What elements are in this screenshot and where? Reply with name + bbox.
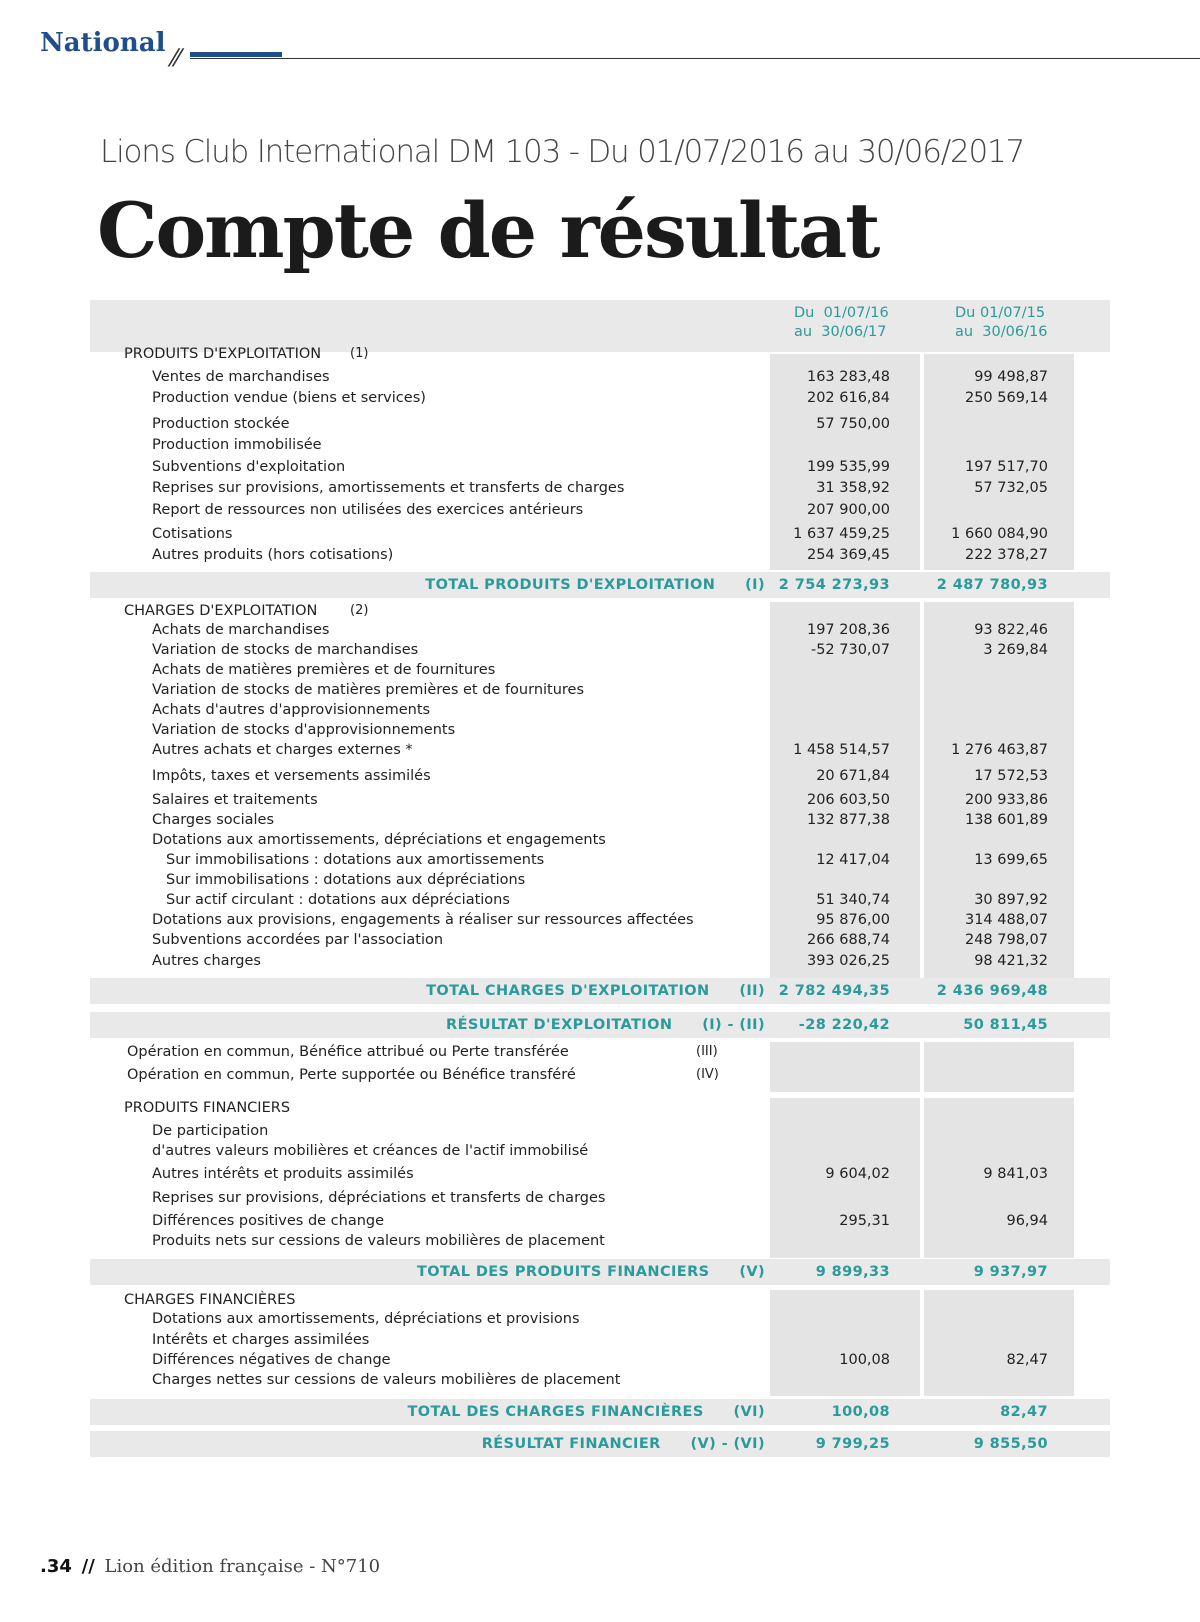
resultat-financier-label <box>482 1431 765 1457</box>
table-row <box>90 1164 1110 1184</box>
total-produits-exploitation-text: TOTAL PRODUITS D'EXPLOITATION <box>425 577 716 593</box>
resultat-exploitation-label <box>446 1012 765 1038</box>
row-label: Production stockée <box>152 416 290 432</box>
publication-name: Lion édition française - N°710 <box>104 1556 381 1577</box>
total-produits-exploitation-value-previous: 2 487 780,93 <box>936 577 1048 593</box>
row-label: Différences positives de change <box>152 1213 385 1229</box>
table-row <box>90 930 1110 950</box>
table-row <box>90 478 1110 498</box>
operation-label: Opération en commun, Perte supportée ou Bénéfice transféré <box>127 1067 576 1083</box>
row-label: De participation <box>152 1123 269 1139</box>
row-label: Subventions d'exploitation <box>152 459 346 475</box>
row-label: Produits nets sur cessions de valeurs mobilières de placement <box>152 1233 605 1249</box>
value-current: 51 340,74 <box>816 892 890 908</box>
row-label: Cotisations <box>152 526 233 542</box>
total-charges-financieres-label <box>407 1399 765 1425</box>
resultat-financier-value-previous: 9 855,50 <box>973 1436 1048 1452</box>
value-current: 9 604,02 <box>825 1166 890 1182</box>
value-current: 206 603,50 <box>806 792 890 808</box>
table-row <box>90 545 1110 565</box>
total-produits-financiers <box>90 1259 1110 1285</box>
resultat-exploitation-value-previous: 50 811,45 <box>963 1017 1048 1033</box>
row-label: Reprises sur provisions, dépréciations et transferts de charges <box>152 1190 606 1206</box>
table-row <box>90 414 1110 434</box>
total-charges-financieres-value-current: 100,08 <box>831 1404 890 1420</box>
row-label: Achats de matières premières et de fournitures <box>152 662 496 678</box>
value-previous: 3 269,84 <box>983 642 1048 658</box>
value-previous: 17 572,53 <box>974 768 1048 784</box>
table-row <box>90 660 1110 680</box>
value-previous: 222 378,27 <box>964 547 1048 563</box>
value-current: 95 876,00 <box>816 912 890 928</box>
total-produits-financiers-value-current: 9 899,33 <box>815 1264 890 1280</box>
spacer <box>672 1017 702 1033</box>
section-note: (1) <box>350 346 369 361</box>
row-label: Achats de marchandises <box>152 622 330 638</box>
section-heading <box>90 1290 1110 1310</box>
row-label: d'autres valeurs mobilières et créances de l'actif immobilisé <box>152 1143 589 1159</box>
row-label: Salaires et traitements <box>152 792 318 808</box>
total-produits-exploitation-code: (I) <box>745 577 765 593</box>
table-row <box>90 1370 1110 1390</box>
table-row <box>90 524 1110 544</box>
total-produits-exploitation-label <box>425 572 765 598</box>
table-row <box>90 640 1110 660</box>
table-row <box>90 850 1110 870</box>
table-row <box>90 435 1110 455</box>
row-label: Production vendue (biens et services) <box>152 390 426 406</box>
table-row <box>90 951 1110 971</box>
total-charges-exploitation-value-previous: 2 436 969,48 <box>936 983 1048 999</box>
section-heading <box>90 344 1110 364</box>
section-heading-label: PRODUITS FINANCIERS <box>124 1100 291 1116</box>
row-label: Charges nettes sur cessions de valeurs mobilières de placement <box>152 1372 621 1388</box>
total-produits-financiers-code: (V) <box>739 1264 765 1280</box>
value-current: 100,08 <box>839 1352 890 1368</box>
table-row <box>90 680 1110 700</box>
table-row <box>90 1141 1110 1161</box>
value-previous: 57 732,05 <box>974 480 1048 496</box>
spacer <box>704 1404 734 1420</box>
resultat-exploitation-code: (I) - (II) <box>702 1017 765 1033</box>
value-previous: 314 488,07 <box>964 912 1048 928</box>
total-charges-exploitation <box>90 978 1110 1004</box>
value-current: 12 417,04 <box>816 852 890 868</box>
table-row <box>90 388 1110 408</box>
total-charges-exploitation-text: TOTAL CHARGES D'EXPLOITATION <box>426 983 710 999</box>
row-label: Sur actif circulant : dotations aux dépréciations <box>166 892 510 908</box>
value-current: 197 208,36 <box>806 622 890 638</box>
value-previous: 248 798,07 <box>964 932 1048 948</box>
row-label: Report de ressources non utilisées des exercices antérieurs <box>152 502 584 518</box>
column-header-previous: Du 01/07/15 au 30/06/16 <box>955 305 1048 340</box>
value-current: -52 730,07 <box>810 642 890 658</box>
spacer <box>661 1436 691 1452</box>
value-current: 20 671,84 <box>816 768 890 784</box>
table-row <box>90 1211 1110 1231</box>
spacer <box>710 1264 740 1280</box>
value-previous: 250 569,14 <box>964 390 1048 406</box>
value-previous: 96,94 <box>1006 1213 1048 1229</box>
operation-label: Opération en commun, Bénéfice attribué ou Perte transférée <box>127 1044 569 1060</box>
header-rule <box>190 58 1200 59</box>
row-label: Autres achats et charges externes * <box>152 742 413 758</box>
table-row <box>90 766 1110 786</box>
operation-row <box>90 1065 1110 1085</box>
value-previous: 200 933,86 <box>964 792 1048 808</box>
value-current: 132 877,38 <box>806 812 890 828</box>
value-current: 207 900,00 <box>806 502 890 518</box>
operation-code: (III) <box>696 1044 718 1059</box>
table-row <box>90 367 1110 387</box>
row-label: Achats d'autres d'approvisionnements <box>152 702 431 718</box>
section-heading-label: PRODUITS D'EXPLOITATION <box>124 346 322 362</box>
value-previous: 13 699,65 <box>974 852 1048 868</box>
table-row <box>90 500 1110 520</box>
row-label: Subventions accordées par l'association <box>152 932 444 948</box>
total-produits-exploitation-value-current: 2 754 273,93 <box>778 577 890 593</box>
resultat-exploitation-text: RÉSULTAT D'EXPLOITATION <box>446 1017 673 1033</box>
value-current: 393 026,25 <box>806 953 890 969</box>
total-charges-exploitation-label <box>426 978 765 1004</box>
table-row <box>90 1350 1110 1370</box>
section-note: (2) <box>350 603 369 618</box>
table-row <box>90 1231 1110 1251</box>
row-label: Dotations aux provisions, engagements à réaliser sur ressources affectées <box>152 912 694 928</box>
header-slash-icon: ⁄⁄ <box>172 44 181 72</box>
section-heading-label: CHARGES FINANCIÈRES <box>124 1292 296 1308</box>
value-current: 266 688,74 <box>806 932 890 948</box>
table-row <box>90 1121 1110 1141</box>
value-previous: 93 822,46 <box>974 622 1048 638</box>
row-label: Autres charges <box>152 953 261 969</box>
value-current: 163 283,48 <box>806 369 890 385</box>
operation-row <box>90 1042 1110 1062</box>
row-label: Variation de stocks d'approvisionnements <box>152 722 456 738</box>
row-label: Variation de stocks de matières premières et de fournitures <box>152 682 585 698</box>
value-previous: 9 841,03 <box>983 1166 1048 1182</box>
header-accent-bar <box>190 52 282 57</box>
row-label: Dotations aux amortissements, dépréciations et engagements <box>152 832 606 848</box>
total-charges-financieres <box>90 1399 1110 1425</box>
value-previous: 1 660 084,90 <box>951 526 1048 542</box>
section-label: National <box>40 28 166 58</box>
value-current: 1 458 514,57 <box>793 742 890 758</box>
row-label: Sur immobilisations : dotations aux amortissements <box>166 852 545 868</box>
spacer <box>710 983 740 999</box>
table-row <box>90 1309 1110 1329</box>
value-previous: 82,47 <box>1006 1352 1048 1368</box>
row-label: Autres produits (hors cotisations) <box>152 547 394 563</box>
total-charges-exploitation-value-current: 2 782 494,35 <box>778 983 890 999</box>
table-row <box>90 870 1110 890</box>
page-footer <box>40 1556 380 1577</box>
row-label: Ventes de marchandises <box>152 369 330 385</box>
value-previous: 197 517,70 <box>964 459 1048 475</box>
resultat-exploitation-value-current: -28 220,42 <box>798 1017 890 1033</box>
total-charges-financieres-code: (VI) <box>733 1404 765 1420</box>
table-row <box>90 740 1110 760</box>
page-title: Compte de résultat <box>97 186 879 275</box>
table-row <box>90 720 1110 740</box>
total-charges-exploitation-code: (II) <box>739 983 765 999</box>
row-label: Dotations aux amortissements, dépréciations et provisions <box>152 1311 580 1327</box>
total-charges-financieres-value-previous: 82,47 <box>1000 1404 1048 1420</box>
section-heading-label: CHARGES D'EXPLOITATION <box>124 603 318 619</box>
resultat-financier-code: (V) - (VI) <box>690 1436 765 1452</box>
value-previous: 1 276 463,87 <box>951 742 1048 758</box>
section-heading <box>90 601 1110 621</box>
value-current: 199 535,99 <box>806 459 890 475</box>
resultat-financier-value-current: 9 799,25 <box>815 1436 890 1452</box>
value-current: 1 637 459,25 <box>793 526 890 542</box>
page-number: .34 <box>40 1556 72 1577</box>
total-produits-financiers-value-previous: 9 937,97 <box>973 1264 1048 1280</box>
table-row <box>90 910 1110 930</box>
table-row <box>90 830 1110 850</box>
row-label: Différences négatives de change <box>152 1352 391 1368</box>
value-current: 31 358,92 <box>816 480 890 496</box>
row-label: Intérêts et charges assimilées <box>152 1332 370 1348</box>
row-label: Autres intérêts et produits assimilés <box>152 1166 414 1182</box>
total-charges-financieres-text: TOTAL DES CHARGES FINANCIÈRES <box>407 1404 704 1420</box>
row-label: Production immobilisée <box>152 437 322 453</box>
value-previous: 99 498,87 <box>974 369 1048 385</box>
value-current: 202 616,84 <box>806 390 890 406</box>
value-previous: 138 601,89 <box>964 812 1048 828</box>
value-current: 254 369,45 <box>806 547 890 563</box>
row-label: Reprises sur provisions, amortissements et transferts de charges <box>152 480 625 496</box>
table-row <box>90 457 1110 477</box>
row-label: Impôts, taxes et versements assimilés <box>152 768 431 784</box>
section-heading <box>90 1098 1110 1118</box>
operation-code: (IV) <box>696 1067 719 1082</box>
table-row <box>90 700 1110 720</box>
table-row <box>90 1188 1110 1208</box>
value-current: 295,31 <box>839 1213 890 1229</box>
table-row <box>90 810 1110 830</box>
table-row <box>90 1330 1110 1350</box>
row-label: Charges sociales <box>152 812 275 828</box>
value-previous: 30 897,92 <box>974 892 1048 908</box>
row-label: Sur immobilisations : dotations aux dépréciations <box>166 872 526 888</box>
value-current: 57 750,00 <box>816 416 890 432</box>
row-label: Variation de stocks de marchandises <box>152 642 419 658</box>
resultat-exploitation <box>90 1012 1110 1038</box>
resultat-financier <box>90 1431 1110 1457</box>
resultat-financier-text: RÉSULTAT FINANCIER <box>481 1436 661 1452</box>
table-row <box>90 790 1110 810</box>
page-subtitle: Lions Club International DM 103 - Du 01/07/2016 au 30/06/2017 <box>100 134 1025 170</box>
footer-separator: // <box>81 1556 95 1577</box>
table-row <box>90 620 1110 640</box>
total-produits-financiers-text: TOTAL DES PRODUITS FINANCIERS <box>416 1264 710 1280</box>
total-produits-exploitation <box>90 572 1110 598</box>
column-header-current: Du 01/07/16 au 30/06/17 <box>794 305 889 340</box>
value-previous: 98 421,32 <box>974 953 1048 969</box>
table-row <box>90 890 1110 910</box>
total-produits-financiers-label <box>417 1259 765 1285</box>
